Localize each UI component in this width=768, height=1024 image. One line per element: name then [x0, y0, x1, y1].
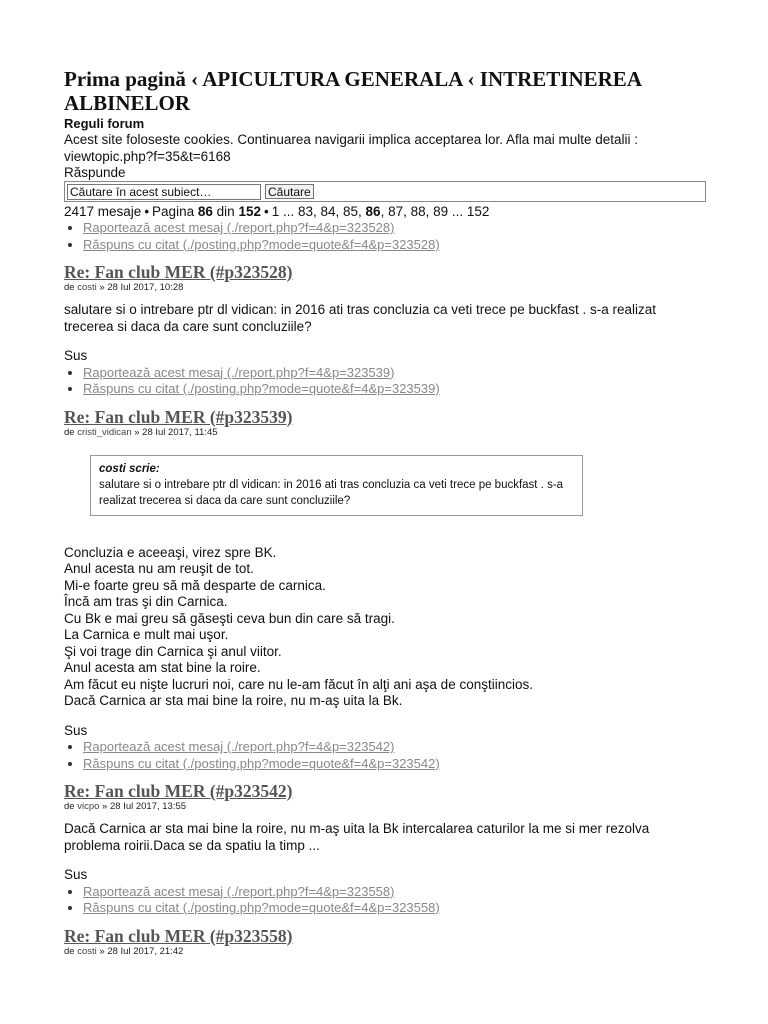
rules-link[interactable]: Reguli forum: [64, 116, 145, 131]
page-links-after[interactable]: , 87, 88, 89 ... 152: [380, 204, 490, 219]
by-label: de: [64, 945, 75, 957]
post-line: Anul acesta nu am reuşit de tot.: [64, 561, 254, 576]
post-date: » 28 Iul 2017, 21:42: [99, 945, 184, 957]
post-title[interactable]: Re: Fan club MER (#p323558): [64, 925, 293, 946]
post-date: » 28 Iul 2017, 13:55: [102, 801, 187, 812]
list-item: [83, 739, 704, 756]
search-input[interactable]: [67, 184, 261, 200]
post-body: salutare si o intrebare ptr dl vidican: in 2016 ati tras concluzia ca veti trece pe buckfast . s-a realizat trecerea si daca da care sunt concluziile?: [64, 302, 657, 334]
post-title[interactable]: Re: Fan club MER (#p323542): [64, 781, 293, 801]
post-line: Am făcut eu nişte lucruri noi, care nu le-am făcut în alţi ani aşa de conştiincios.: [64, 676, 533, 692]
quote-block: [90, 455, 583, 516]
report-link[interactable]: Raportează acest mesaj (./report.php?f=4&p=323528): [83, 220, 395, 235]
quote-link[interactable]: Răspuns cu citat (./posting.php?mode=quote&f=4&p=323528): [83, 236, 440, 252]
post-meta: [64, 282, 704, 294]
post-meta: [64, 801, 704, 813]
post-title[interactable]: Re: Fan club MER (#p323539): [64, 406, 293, 427]
by-label: de: [64, 282, 75, 293]
quote-text: salutare si o intrebare ptr dl vidican: in 2016 ati tras concluzia ca veti trece pe buckfast . s-a realizat trecerea si daca da care sunt concluziile?: [99, 478, 564, 507]
report-link[interactable]: Raportează acest mesaj (./report.php?f=4&p=323542): [83, 739, 395, 754]
post-line: Dacă Carnica ar sta mai bine la roire, nu m-aş uita la Bk.: [64, 693, 403, 708]
post-line: Anul acesta am stat bine la roire.: [64, 660, 261, 675]
total-pages: 152: [238, 204, 261, 219]
top-actions: [64, 220, 704, 253]
list-item: [83, 365, 704, 382]
post-actions: [64, 884, 704, 917]
cookie-notice: Acest site foloseste cookies. Continuarea navigarii implica acceptarea lor. Afla mai multe detalii : viewtopic.php?f=35&t=6168: [64, 132, 639, 164]
post-body: [64, 545, 704, 710]
post-body: Dacă Carnica ar sta mai bine la roire, nu m-aş uita la Bk intercalarea caturilor la me si mer rezolva problema roirii.Daca se da spatiu la timp ...: [64, 821, 650, 853]
post-count: 2417 mesaje: [64, 204, 142, 219]
post-meta: [64, 427, 704, 439]
post-line: Cu Bk e mai greu să găseşti ceva bun din care să tragi.: [64, 610, 395, 626]
post: [64, 407, 704, 773]
search-button[interactable]: Căutare: [265, 184, 314, 199]
post: [64, 781, 704, 917]
search-box: [64, 181, 706, 202]
page-title: Prima pagină ‹ APICULTURA GENERALA ‹ INTRETINEREA ALBINELOR: [64, 67, 641, 115]
post-title[interactable]: Re: Fan club MER (#p323528): [64, 262, 293, 282]
list-item: [83, 756, 704, 773]
report-link[interactable]: Raportează acest mesaj (./report.php?f=4&p=323558): [83, 883, 395, 899]
by-label: de: [64, 801, 75, 812]
quote-link[interactable]: Răspuns cu citat (./posting.php?mode=quote&f=4&p=323539): [83, 381, 440, 396]
page-label: Pagina: [152, 204, 195, 219]
current-page: 86: [197, 204, 213, 219]
page-links-before[interactable]: 1 ... 83, 84, 85,: [271, 204, 362, 219]
post-author[interactable]: costi: [77, 282, 97, 293]
current-page-link: 86: [365, 204, 381, 219]
post-line: Concluzia e aceeaşi, virez spre BK.: [64, 544, 277, 560]
by-label: de: [64, 426, 75, 438]
post-author[interactable]: vicpo: [77, 801, 100, 812]
pagination: 2417 mesaje • Pagina 86 din 152 • 1 ... 83, 84, 85, 86, 87, 88, 89 ... 152: [64, 204, 490, 219]
post-actions: [64, 365, 704, 398]
back-to-top-link[interactable]: Sus: [64, 722, 88, 738]
post-meta: [64, 946, 704, 958]
post: [64, 926, 704, 958]
post-date: » 28 Iul 2017, 11:45: [134, 426, 218, 438]
list-item: [83, 381, 704, 398]
list-item: [83, 900, 704, 917]
post-line: Şi voi trage din Carnica şi anul viitor.: [64, 643, 282, 659]
post-actions: [64, 739, 704, 772]
post-date: » 28 Iul 2017, 10:28: [99, 282, 184, 293]
list-item: [83, 220, 704, 237]
back-to-top-link[interactable]: Sus: [64, 348, 88, 363]
post: [64, 262, 704, 398]
back-to-top-link[interactable]: Sus: [64, 867, 88, 882]
quote-link[interactable]: Răspuns cu citat (./posting.php?mode=quote&f=4&p=323542): [83, 755, 440, 771]
post-line: Mi-e foarte greu să mă desparte de carnica.: [64, 577, 326, 593]
of-label: din: [216, 204, 235, 219]
post-line: La Carnica e mult mai uşor.: [64, 627, 229, 642]
quote-link[interactable]: Răspuns cu citat (./posting.php?mode=quote&f=4&p=323558): [83, 900, 440, 915]
report-link[interactable]: Raportează acest mesaj (./report.php?f=4&p=323539): [83, 364, 395, 380]
quote-author: costi scrie:: [99, 462, 160, 475]
post-author[interactable]: costi: [77, 945, 97, 957]
post-author[interactable]: cristi_vidican: [77, 426, 132, 438]
list-item: [83, 237, 704, 254]
list-item: [83, 884, 704, 901]
post-line: Încă am tras şi din Carnica.: [64, 594, 228, 609]
reply-link[interactable]: Răspunde: [64, 165, 126, 180]
